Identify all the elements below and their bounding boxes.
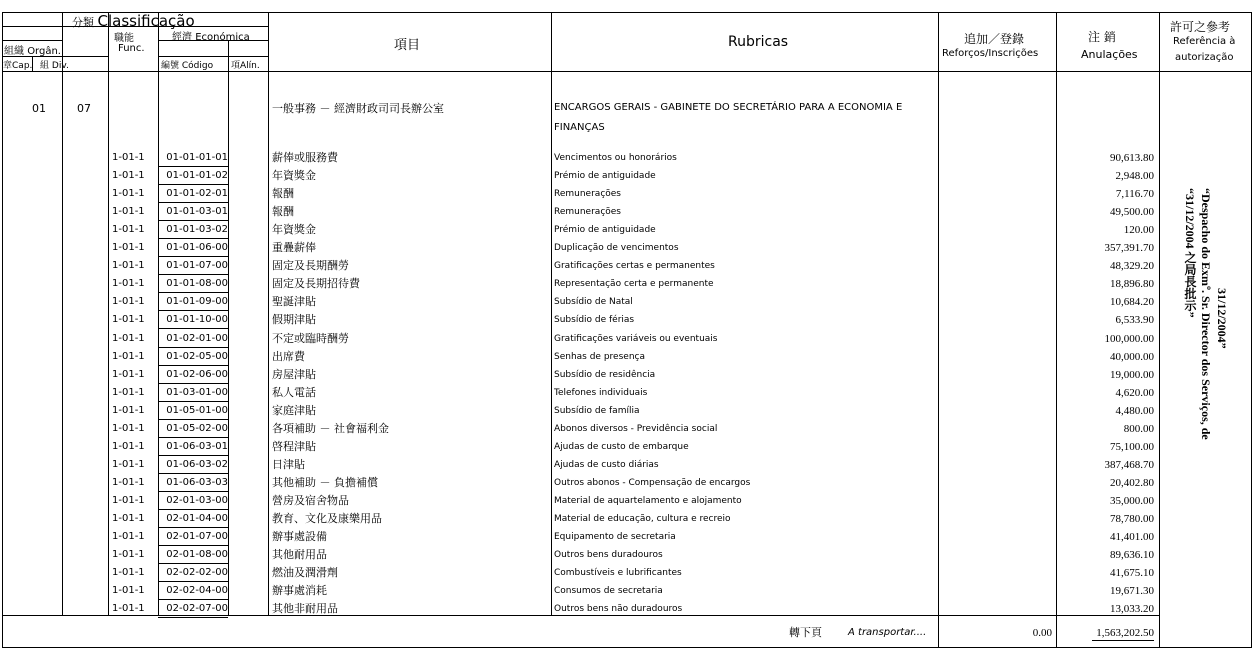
row-rubrica-zh: 辦事處設備 xyxy=(272,530,327,544)
row-rubrica-pt: Combustíveis e lubrificantes xyxy=(554,568,682,579)
row-code: 01-05-01-00 xyxy=(166,404,228,416)
row-rubrica-zh: 年資獎金 xyxy=(272,169,316,183)
header-rubricas-zh: 項目 xyxy=(394,38,421,53)
row-rubrica-zh: 其他補助 － 負擔補償 xyxy=(272,475,378,489)
row-func: 1-01-1 xyxy=(112,440,145,452)
header-classificacao: 分類 Classificação xyxy=(72,12,195,30)
row-rubrica-zh: 燃油及潤滑劑 xyxy=(272,566,338,580)
row-code: 01-02-01-00 xyxy=(166,332,228,344)
section-cap: 01 xyxy=(32,102,46,115)
row-func: 1-01-1 xyxy=(112,549,145,561)
row-func: 1-01-1 xyxy=(112,567,145,579)
row-code: 01-06-03-02 xyxy=(166,458,228,470)
row-code: 02-01-07-00 xyxy=(166,531,228,543)
row-amount: 100,000.00 xyxy=(1104,332,1154,345)
row-code: 01-05-02-00 xyxy=(166,422,228,434)
row-rubrica-zh: 固定及長期酬勞 xyxy=(272,259,349,273)
header-funcional: Func. xyxy=(118,43,145,54)
row-rubrica-zh: 各項補助 － 社會福利金 xyxy=(272,421,389,435)
row-rubrica-pt: Outros bens não duradouros xyxy=(554,604,683,615)
row-amount: 49,500.00 xyxy=(1110,206,1154,219)
row-rubrica-pt: Outros abonos - Compensação de encargos xyxy=(554,477,751,488)
header-reforcos: Reforços/Inscrições xyxy=(942,48,1039,59)
header-capitulo: 章Cap. xyxy=(3,61,33,71)
row-code: 01-01-01-02 xyxy=(166,170,228,182)
row-rubrica-pt: Duplicação de vencimentos xyxy=(554,243,679,254)
row-rubrica-pt: Gratificações certas e permanentes xyxy=(554,261,715,272)
row-rubrica-pt: Outros bens duradouros xyxy=(554,550,663,561)
footer-transport-pt: A transportar.... xyxy=(848,627,927,638)
row-func: 1-01-1 xyxy=(112,170,145,182)
authorization-line1: “31/12/2004 之局長批示” xyxy=(1183,188,1197,318)
row-func: 1-01-1 xyxy=(112,314,145,326)
row-code: 01-02-05-00 xyxy=(166,350,228,362)
row-code: 01-01-07-00 xyxy=(166,260,228,272)
row-func: 1-01-1 xyxy=(112,296,145,308)
header-codigo: 編號 Código xyxy=(161,61,214,71)
row-amount: 35,000.00 xyxy=(1110,494,1154,507)
row-rubrica-pt: Subsídio de residência xyxy=(554,369,656,380)
row-divider xyxy=(2,40,62,41)
row-func: 1-01-1 xyxy=(112,494,145,506)
row-rubrica-zh: 家庭津貼 xyxy=(272,403,316,417)
total-underline xyxy=(1092,640,1154,641)
row-rubrica-zh: 假期津貼 xyxy=(272,313,316,327)
row-amount: 4,480.00 xyxy=(1115,404,1154,417)
header-anulacoes-zh: 注 銷 xyxy=(1088,30,1116,44)
row-rubrica-zh: 其他耐用品 xyxy=(272,548,327,562)
row-amount: 41,675.10 xyxy=(1110,567,1154,580)
row-amount: 4,620.00 xyxy=(1115,386,1154,399)
row-divider xyxy=(158,617,228,618)
row-rubrica-pt: Telefones individuais xyxy=(554,387,648,398)
row-rubrica-zh: 報酬 xyxy=(272,187,294,201)
row-func: 1-01-1 xyxy=(112,368,145,380)
row-rubrica-pt: Consumos de secretaria xyxy=(554,586,663,597)
row-amount: 78,780.00 xyxy=(1110,513,1154,525)
row-func: 1-01-1 xyxy=(112,242,145,254)
row-amount: 800.00 xyxy=(1123,422,1154,435)
row-func: 1-01-1 xyxy=(112,278,145,290)
row-divider xyxy=(158,56,268,57)
header-anulacoes: Anulações xyxy=(1081,48,1138,61)
row-rubrica-pt: Material de aquartelamento e alojamento xyxy=(554,495,742,506)
row-rubrica-pt: Subsídio de Natal xyxy=(554,297,633,308)
col-divider xyxy=(938,12,939,648)
header-bottom-line xyxy=(2,71,1252,72)
header-rubricas: Rubricas xyxy=(728,34,789,50)
col-divider xyxy=(228,40,229,615)
row-code: 01-01-01-01 xyxy=(166,152,228,163)
row-rubrica-pt: Subsídio de férias xyxy=(554,315,635,326)
row-amount: 18,896.80 xyxy=(1110,278,1154,291)
footer-reforcos-total: 0.00 xyxy=(1032,627,1052,639)
row-rubrica-pt: Material de educação, cultura e recreio xyxy=(554,514,731,524)
header-referencia-2: autorização xyxy=(1175,52,1234,63)
budget-table xyxy=(2,12,1252,648)
row-rubrica-zh: 重疊薪俸 xyxy=(272,241,316,255)
row-code: 01-01-10-00 xyxy=(166,314,228,326)
row-amount: 89,636.10 xyxy=(1110,549,1154,562)
row-func: 1-01-1 xyxy=(112,260,145,272)
row-amount: 7,116.70 xyxy=(1115,188,1154,201)
row-func: 1-01-1 xyxy=(112,603,145,615)
row-func: 1-01-1 xyxy=(112,476,145,488)
row-code: 01-02-06-00 xyxy=(166,368,228,380)
row-rubrica-zh: 私人電話 xyxy=(272,385,316,399)
row-rubrica-pt: Abonos diversos - Previdência social xyxy=(554,423,718,434)
row-amount: 90,613.80 xyxy=(1110,152,1154,164)
col-divider xyxy=(268,12,269,615)
row-rubrica-zh: 報酬 xyxy=(272,205,294,219)
row-amount: 75,100.00 xyxy=(1110,440,1154,453)
row-rubrica-pt: Equipamento de secretaria xyxy=(554,532,676,543)
row-code: 01-01-09-00 xyxy=(166,296,228,308)
row-rubrica-pt: Gratificações variáveis ou eventuais xyxy=(554,333,718,344)
row-amount: 6,533.90 xyxy=(1115,314,1154,327)
col-divider xyxy=(62,12,63,615)
row-rubrica-pt: Ajudas de custo diárias xyxy=(554,459,659,470)
row-func: 1-01-1 xyxy=(112,458,145,470)
col-divider xyxy=(108,12,109,615)
row-amount: 387,468.70 xyxy=(1104,458,1154,471)
row-rubrica-pt: Prémio de antiguidade xyxy=(554,171,656,182)
row-rubrica-pt: Subsídio de família xyxy=(554,405,640,416)
row-rubrica-pt: Ajudas de custo de embarque xyxy=(554,441,689,452)
row-code: 02-02-02-00 xyxy=(166,567,228,579)
row-code: 01-01-02-01 xyxy=(166,188,228,200)
row-code: 01-06-03-03 xyxy=(166,476,228,488)
row-code: 02-02-04-00 xyxy=(166,585,228,597)
row-rubrica-zh: 其他非耐用品 xyxy=(272,602,338,616)
row-rubrica-pt: Senhas de presença xyxy=(554,351,645,362)
row-amount: 20,402.80 xyxy=(1110,476,1154,489)
row-amount: 2,948.00 xyxy=(1115,170,1154,183)
row-func: 1-01-1 xyxy=(112,188,145,200)
header-reforcos-zh: 追加／登錄 xyxy=(964,32,1025,46)
footer-transport-zh: 轉下頁 xyxy=(789,627,822,639)
row-func: 1-01-1 xyxy=(112,206,145,218)
row-amount: 19,671.30 xyxy=(1110,585,1154,598)
row-rubrica-zh: 日津貼 xyxy=(272,457,305,471)
header-referencia-1: Referência à xyxy=(1173,36,1236,47)
row-rubrica-pt: Prémio de antiguidade xyxy=(554,225,656,236)
row-rubrica-zh: 啓程津貼 xyxy=(272,439,316,453)
row-rubrica-zh: 房屋津貼 xyxy=(272,367,316,381)
row-code: 02-02-07-00 xyxy=(166,603,228,615)
row-amount: 41,401.00 xyxy=(1110,531,1154,544)
row-rubrica-zh: 教育、文化及康樂用品 xyxy=(272,512,382,525)
row-amount: 10,684.20 xyxy=(1110,296,1154,309)
row-func: 1-01-1 xyxy=(112,386,145,398)
row-code: 01-01-03-01 xyxy=(166,206,228,218)
row-rubrica-zh: 不定或臨時酬勞 xyxy=(272,331,349,345)
row-func: 1-01-1 xyxy=(112,585,145,597)
row-code: 02-01-08-00 xyxy=(166,549,228,561)
row-code: 01-01-03-02 xyxy=(166,224,228,236)
row-rubrica-zh: 固定及長期招待費 xyxy=(272,277,360,291)
row-rubrica-zh: 薪俸或服務費 xyxy=(272,151,338,164)
section-div: 07 xyxy=(77,102,91,115)
row-func: 1-01-1 xyxy=(112,422,145,434)
row-rubrica-zh: 聖誕津貼 xyxy=(272,295,316,309)
row-amount: 13,033.20 xyxy=(1110,603,1154,616)
authorization-line2: “Despacho do Exmº. Sr. Director dos Serviços, de xyxy=(1199,188,1213,440)
row-code: 01-01-08-00 xyxy=(166,278,228,290)
row-rubrica-zh: 營房及宿舍物品 xyxy=(272,493,349,507)
header-funcional-zh: 職能 xyxy=(114,33,134,44)
header-referencia-zh: 許可之參考 xyxy=(1170,20,1231,34)
row-func: 1-01-1 xyxy=(112,350,145,362)
row-rubrica-pt: Vencimentos ou honorários xyxy=(554,153,677,163)
row-code: 02-01-04-00 xyxy=(166,513,228,524)
row-amount: 120.00 xyxy=(1123,224,1154,237)
row-code: 01-06-03-01 xyxy=(166,440,228,452)
col-divider xyxy=(551,12,552,615)
footer-anulacoes-total: 1,563,202.50 xyxy=(1096,627,1154,639)
row-func: 1-01-1 xyxy=(112,531,145,543)
row-rubrica-pt: Remunerações xyxy=(554,207,621,218)
row-func: 1-01-1 xyxy=(112,224,145,236)
row-func: 1-01-1 xyxy=(112,152,145,163)
header-organica: 組織 Orgân. xyxy=(4,46,61,57)
col-divider xyxy=(158,12,159,615)
section-title-pt: ENCARGOS GERAIS - GABINETE DO SECRETÁRIO PARA A ECONOMIA E xyxy=(554,102,903,113)
section-title-pt: FINANÇAS xyxy=(554,122,605,133)
section-title-zh: 一般事務 － 經濟財政司司長辦公室 xyxy=(272,102,444,115)
row-rubrica-zh: 出席費 xyxy=(272,349,305,363)
authorization-line3: 31/12/2004” xyxy=(1215,288,1229,349)
row-code: 02-01-03-00 xyxy=(166,494,228,506)
row-amount: 357,391.70 xyxy=(1104,242,1154,255)
col-divider xyxy=(1159,12,1160,648)
row-func: 1-01-1 xyxy=(112,404,145,416)
row-func: 1-01-1 xyxy=(112,513,145,524)
row-code: 01-01-06-00 xyxy=(166,242,228,254)
row-rubrica-pt: Representação certa e permanente xyxy=(554,279,714,290)
header-alinea: 項Alín. xyxy=(231,61,260,71)
row-rubrica-zh: 年資獎金 xyxy=(272,223,316,237)
col-divider xyxy=(1056,12,1057,648)
row-func: 1-01-1 xyxy=(112,332,145,344)
row-amount: 19,000.00 xyxy=(1110,368,1154,381)
row-code: 01-03-01-00 xyxy=(166,386,228,398)
row-amount: 40,000.00 xyxy=(1110,350,1154,363)
header-divisao: 組 Div. xyxy=(40,61,69,71)
row-rubrica-pt: Remunerações xyxy=(554,189,621,200)
header-economica: 經濟 Económica xyxy=(172,32,250,43)
row-rubrica-zh: 辦事處消耗 xyxy=(272,584,327,598)
row-amount: 48,329.20 xyxy=(1110,260,1154,273)
